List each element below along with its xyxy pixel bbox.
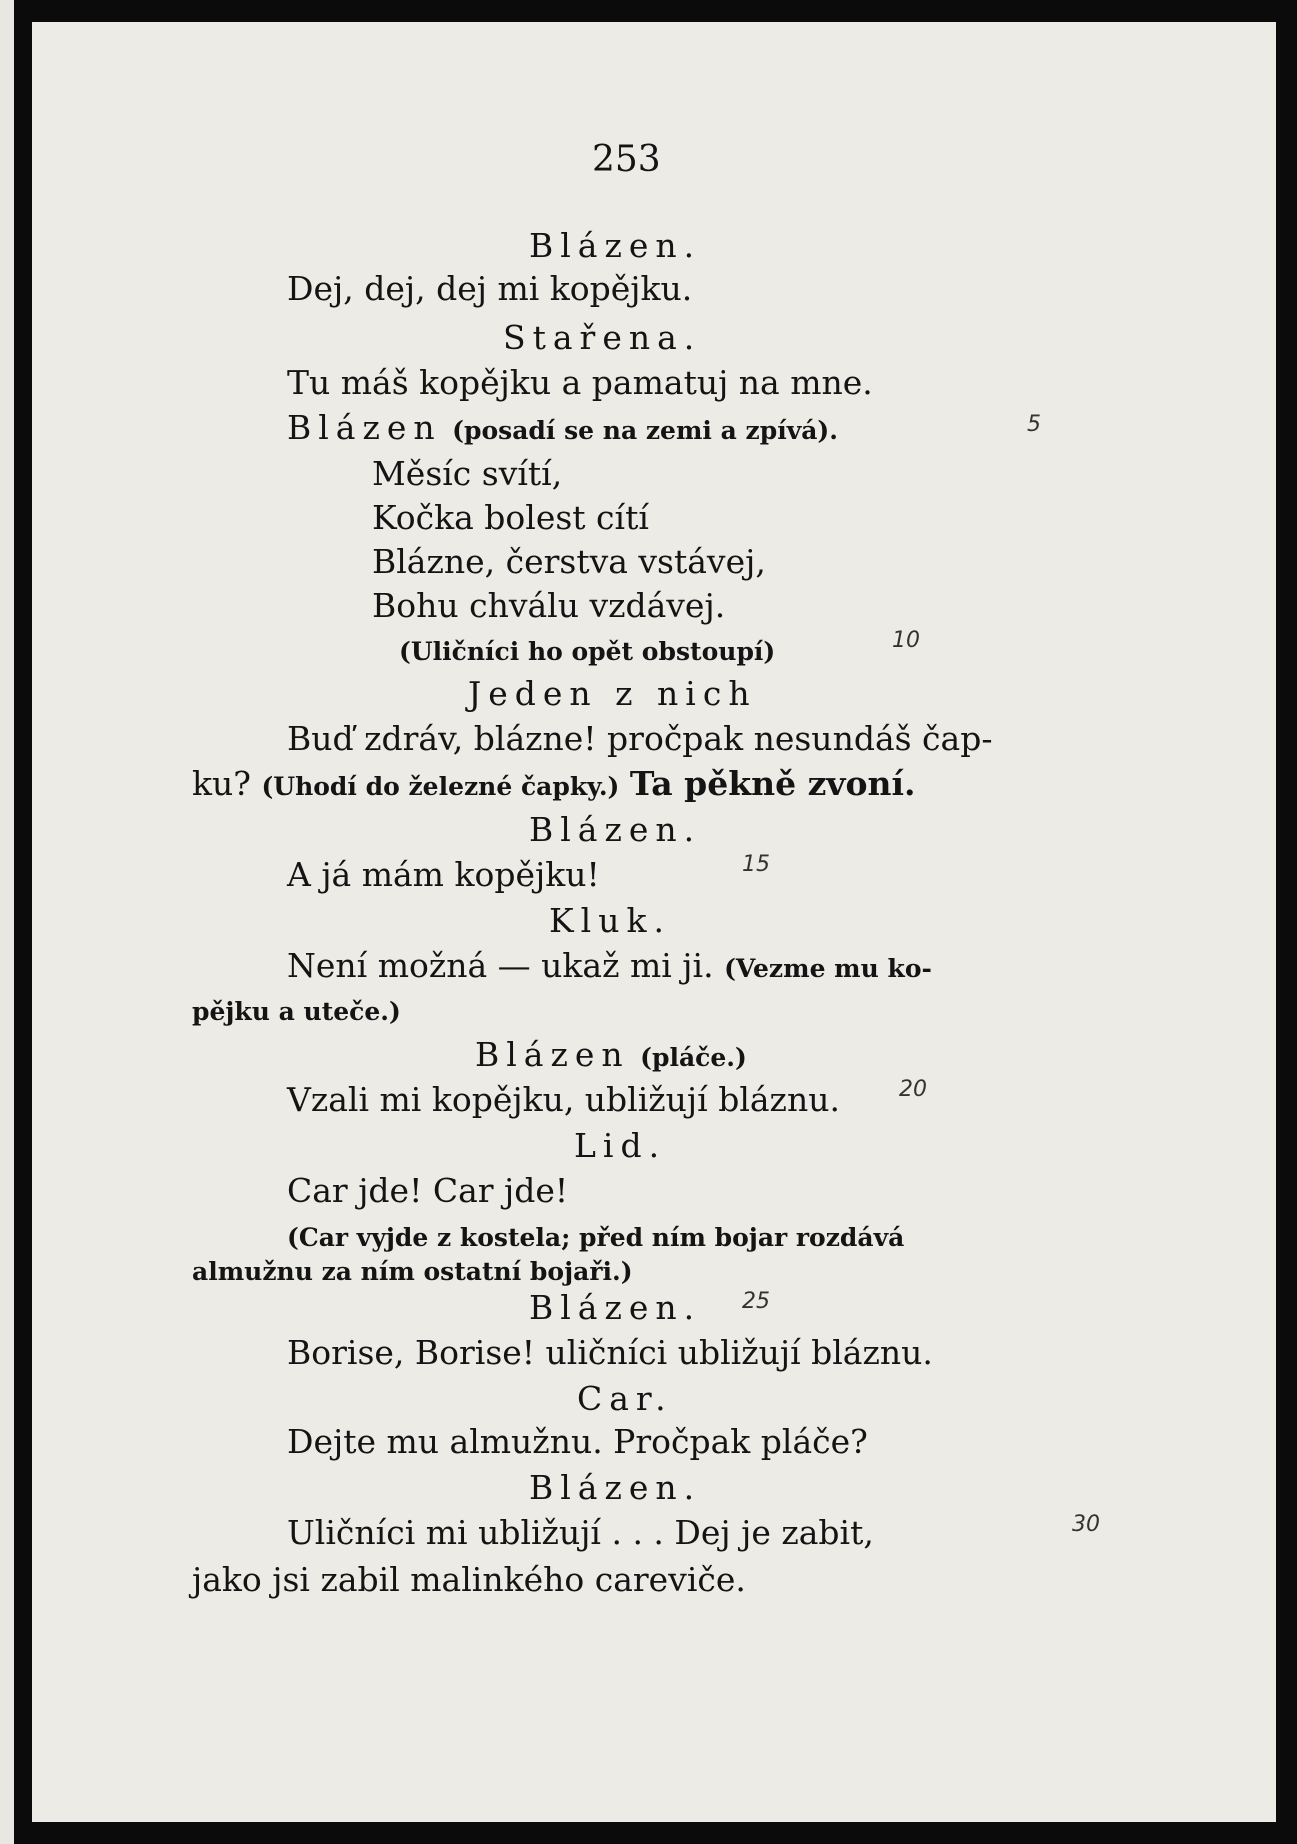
speaker-heading: Stařena. bbox=[503, 318, 702, 357]
margin-note: 25 bbox=[742, 1289, 770, 1314]
margin-note: 30 bbox=[1072, 1512, 1100, 1537]
dialogue-line: Car jde! Car jde! bbox=[287, 1171, 569, 1210]
song-line: Blázne, čerstva vstávej, bbox=[372, 542, 766, 581]
stage-direction: (Vezme mu ko- bbox=[724, 954, 932, 983]
song-line: Měsíc svítí, bbox=[372, 454, 563, 493]
speaker-heading: Lid. bbox=[574, 1126, 667, 1165]
dialogue-line: Uličníci mi ubližují . . . Dej je zabit, bbox=[287, 1513, 874, 1552]
speaker-heading: Blázen. bbox=[529, 1288, 702, 1327]
scan-left-strip bbox=[0, 0, 14, 1844]
dialogue-text: ku? bbox=[192, 764, 251, 803]
dialogue-line: A já mám kopějku! bbox=[287, 855, 600, 894]
dialogue-line: Tu máš kopějku a pamatuj na mne. bbox=[287, 363, 873, 402]
dialogue-line: Vzali mi kopějku, ubližují bláznu. bbox=[287, 1080, 840, 1119]
dialogue-line: jako jsi zabil malinkého careviče. bbox=[192, 1560, 746, 1599]
page-number: 253 bbox=[592, 139, 661, 180]
dialogue-line: Dejte mu almužnu. Pročpak pláče? bbox=[287, 1422, 868, 1461]
speaker-heading: Blázen. bbox=[529, 1468, 702, 1507]
margin-note: 20 bbox=[899, 1077, 927, 1102]
song-line: Bohu chválu vzdávej. bbox=[372, 586, 726, 625]
stage-direction: (Car vyjde z kostela; před ním bojar rozdává bbox=[287, 1223, 905, 1252]
dialogue-line: Dej, dej, dej mi kopějku. bbox=[287, 269, 693, 308]
speaker-heading: Jeden z nich bbox=[468, 674, 757, 713]
stage-direction: (posadí se na zemi a zpívá). bbox=[452, 416, 838, 445]
scan-left-border bbox=[14, 0, 32, 1844]
dialogue-line: Borise, Borise! uličníci ubližují bláznu. bbox=[287, 1333, 933, 1372]
speaker-heading: Car. bbox=[577, 1379, 673, 1418]
speaker-name: Blázen bbox=[475, 1035, 630, 1074]
speaker-heading: Blázen. bbox=[529, 810, 702, 849]
dialogue-text: Není možná — ukaž mi ji. bbox=[287, 946, 714, 985]
margin-note: 15 bbox=[742, 852, 770, 877]
speaker-heading: Kluk. bbox=[549, 901, 671, 940]
song-line: Kočka bolest cítí bbox=[372, 498, 649, 537]
margin-note: 10 bbox=[892, 628, 920, 653]
speaker-with-direction bbox=[475, 1035, 747, 1078]
stage-direction: (Uhodí do železné čapky.) bbox=[261, 772, 620, 801]
dialogue-line: Buď zdráv, blázne! pročpak nesundáš čap- bbox=[287, 719, 993, 758]
stage-direction: pějku a uteče.) bbox=[192, 997, 401, 1026]
stage-direction: (pláče.) bbox=[640, 1043, 747, 1072]
stage-direction: almužnu za ním ostatní bojaři.) bbox=[192, 1257, 633, 1286]
speaker-with-direction bbox=[287, 408, 838, 451]
margin-note: 5 bbox=[1027, 412, 1041, 437]
speaker-heading: Blázen. bbox=[529, 226, 702, 265]
stage-direction: (Uličníci ho opět obstoupí) bbox=[399, 637, 776, 666]
dialogue-line-with-direction bbox=[192, 764, 916, 807]
dialogue-line-with-direction bbox=[287, 946, 932, 989]
speaker-name: Blázen bbox=[287, 408, 442, 447]
dialogue-text: Ta pěkně zvoní. bbox=[629, 764, 916, 803]
book-page bbox=[32, 22, 1276, 1822]
